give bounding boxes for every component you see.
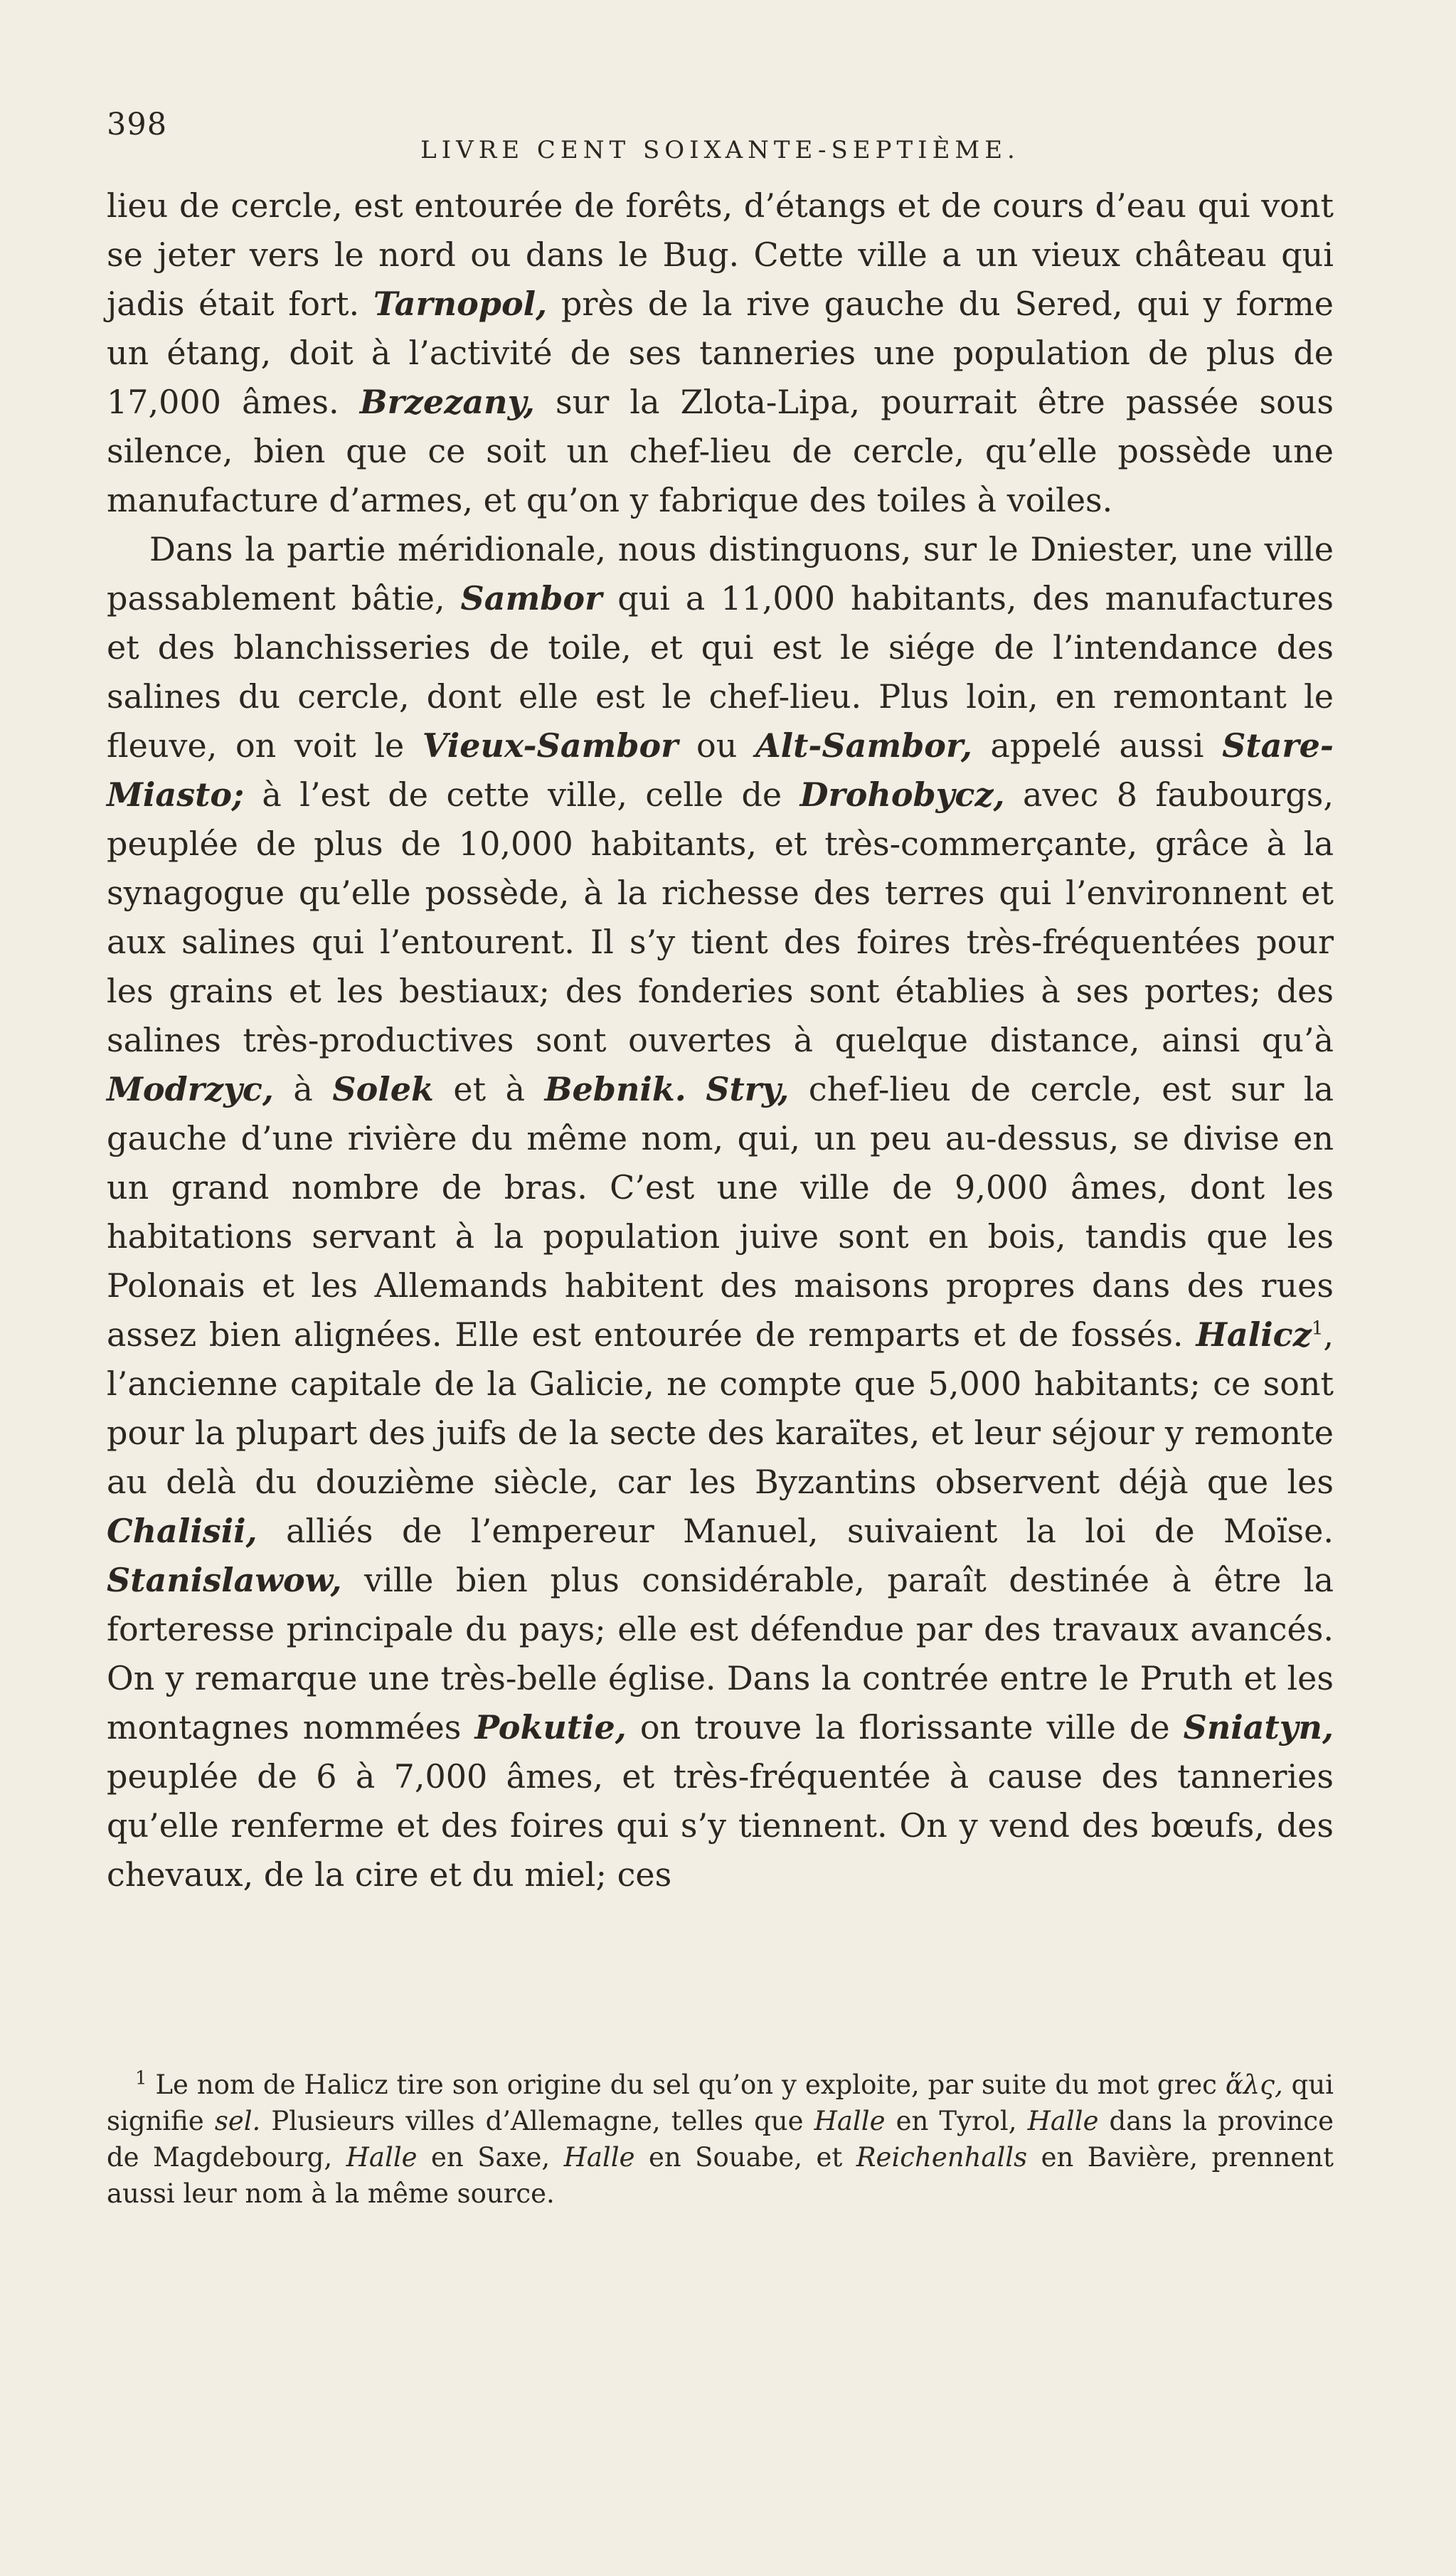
- place-name: Sniatyn,: [1183, 1708, 1334, 1747]
- place-name: Stanislawow,: [107, 1561, 342, 1599]
- text-run: qui a 11,000 habitants, des manufactures et des blanchisseries de toile, et qui est le siége de l’intendance des salines du cercle, dont elle est le chef-lieu. Plus loin, en remontant le fleuve, on voit le: [107, 579, 1334, 765]
- text-run: à l’est de cette ville, celle de: [244, 775, 800, 814]
- place-name: Stry,: [706, 1070, 790, 1108]
- text-run: lieu de cercle, est entourée de forêts, d’étangs et de cours d’eau qui vont se jeter vers le nord ou dans le Bug. Cette ville a un vieux château qui jadis était fort.: [107, 186, 1334, 323]
- text-run: chef-lieu de cercle, est sur la gauche d’une rivière du même nom, qui, un peu au-dessus, se divise en un grand nombre de bras. C’est une ville de 9,000 âmes, dont les habitations servant à la population juive sont en bois, tandis que les Polonais et les Allemands habitent des maisons propres dans des rues assez bien alignées. Elle est entourée de remparts et de fossés.: [107, 1070, 1334, 1354]
- place-name: Halle: [563, 2142, 635, 2173]
- text-run: Plusieurs villes d’Allemagne, telles que: [260, 2106, 814, 2136]
- text-run: dans la province de Magdebourg,: [107, 2106, 1334, 2173]
- place-name: Chalisii,: [107, 1512, 257, 1550]
- text-run: en Saxe,: [417, 2142, 564, 2173]
- text-run: on trouve la florissante ville de: [626, 1708, 1184, 1747]
- place-name: Brzezany,: [359, 383, 535, 421]
- place-name: Modrzyc,: [107, 1070, 274, 1108]
- text-run: appelé aussi: [972, 726, 1223, 765]
- emphasis: sel.: [214, 2106, 261, 2136]
- page-number: 398: [107, 107, 168, 142]
- footnote-marker: 1: [135, 2067, 147, 2089]
- text-run: , l’ancienne capitale de la Galicie, ne compte que 5,000 habitants; ce sont pour la plupart des juifs de la secte des karaïtes, et leur séjour y remonte au delà du douzième siècle, car les Byzantins observent déjà que les: [107, 1315, 1334, 1501]
- footnote-1: [107, 2067, 1334, 2212]
- text-run: Le nom de Halicz tire son origine du sel qu’on y exploite, par suite du mot grec: [147, 2069, 1226, 2100]
- text-run: en Souabe, et: [634, 2142, 856, 2173]
- page-header: [107, 107, 1334, 164]
- body-text: [107, 181, 1334, 1899]
- paragraph-1: [107, 181, 1334, 525]
- place-name: Pokutie,: [474, 1708, 627, 1747]
- place-name: Sambor: [460, 579, 602, 618]
- text-run: qui signifie: [107, 2069, 1334, 2136]
- place-name: Halle: [1027, 2106, 1099, 2136]
- text-run: ville bien plus considérable, paraît destinée à être la forteresse principale du pays; elle est défendue par des travaux avancés. On y remarque une très-belle église. Dans la contrée entre le Pruth et les montagnes nommées: [107, 1561, 1334, 1747]
- text-run: sur la Zlota-Lipa, pourrait être passée sous silence, bien que ce soit un chef-lieu de cercle, qu’elle possède une manufacture d’armes, et qu’on y fabrique des toiles à voiles.: [107, 383, 1334, 519]
- text-run: en Bavière, prennent aussi leur nom à la même source.: [107, 2142, 1334, 2209]
- text-run: ou: [678, 726, 755, 765]
- footnotes: [107, 2067, 1334, 2212]
- text-run: [686, 1070, 706, 1108]
- place-name: Alt-Sambor,: [755, 726, 972, 765]
- place-name: Stare-Miasto;: [107, 726, 1334, 814]
- footnote-reference[interactable]: 1: [1311, 1318, 1324, 1340]
- place-name: Halle: [346, 2142, 418, 2173]
- text-run: avec 8 faubourgs, peuplée de plus de 10,000 habitants, et très-commerçante, grâce à la synagogue qu’elle possède, à la richesse des terres qui l’environnent et aux salines qui l’entourent. Il s’y tient des foires très-fréquentées pour les grains et les bestiaux; des fonderies sont établies à ses portes; des salines très-productives sont ouvertes à quelque distance, ainsi qu’à: [107, 775, 1334, 1059]
- book-page: [107, 107, 1334, 2209]
- place-name: Vieux-Sambor: [422, 726, 679, 765]
- greek-word: ἅλς,: [1225, 2069, 1283, 2100]
- place-name: Bebnik.: [544, 1070, 686, 1108]
- text-run: alliés de l’empereur Manuel, suivaient la loi de Moïse.: [257, 1512, 1334, 1550]
- place-name: Solek: [332, 1070, 434, 1108]
- text-run: près de la rive gauche du Sered, qui y forme un étang, doit à l’activité de ses tanneries une population de plus de 17,000 âmes.: [107, 285, 1334, 421]
- text-run: en Tyrol,: [885, 2106, 1028, 2136]
- place-name: Tarnopol,: [373, 285, 548, 323]
- text-run: à: [273, 1070, 333, 1108]
- text-run: peuplée de 6 à 7,000 âmes, et très-fréquentée à cause des tanneries qu’elle renferme et des foires qui s’y tiennent. On y vend des bœufs, des chevaux, de la cire et du miel; ces: [107, 1757, 1334, 1894]
- place-name: Halle: [814, 2106, 886, 2136]
- paragraph-2: [107, 525, 1334, 1899]
- running-head: LIVRE CENT SOIXANTE-SEPTIÈME.: [420, 136, 1020, 164]
- place-name: Reichenhalls: [856, 2142, 1028, 2173]
- place-name: Halicz: [1196, 1315, 1312, 1354]
- text-run: Dans la partie méridionale, nous distinguons, sur le Dniester, une ville passablement bâtie,: [107, 530, 1334, 618]
- place-name: Drohobycz,: [799, 775, 1005, 814]
- text-run: et à: [433, 1070, 545, 1108]
